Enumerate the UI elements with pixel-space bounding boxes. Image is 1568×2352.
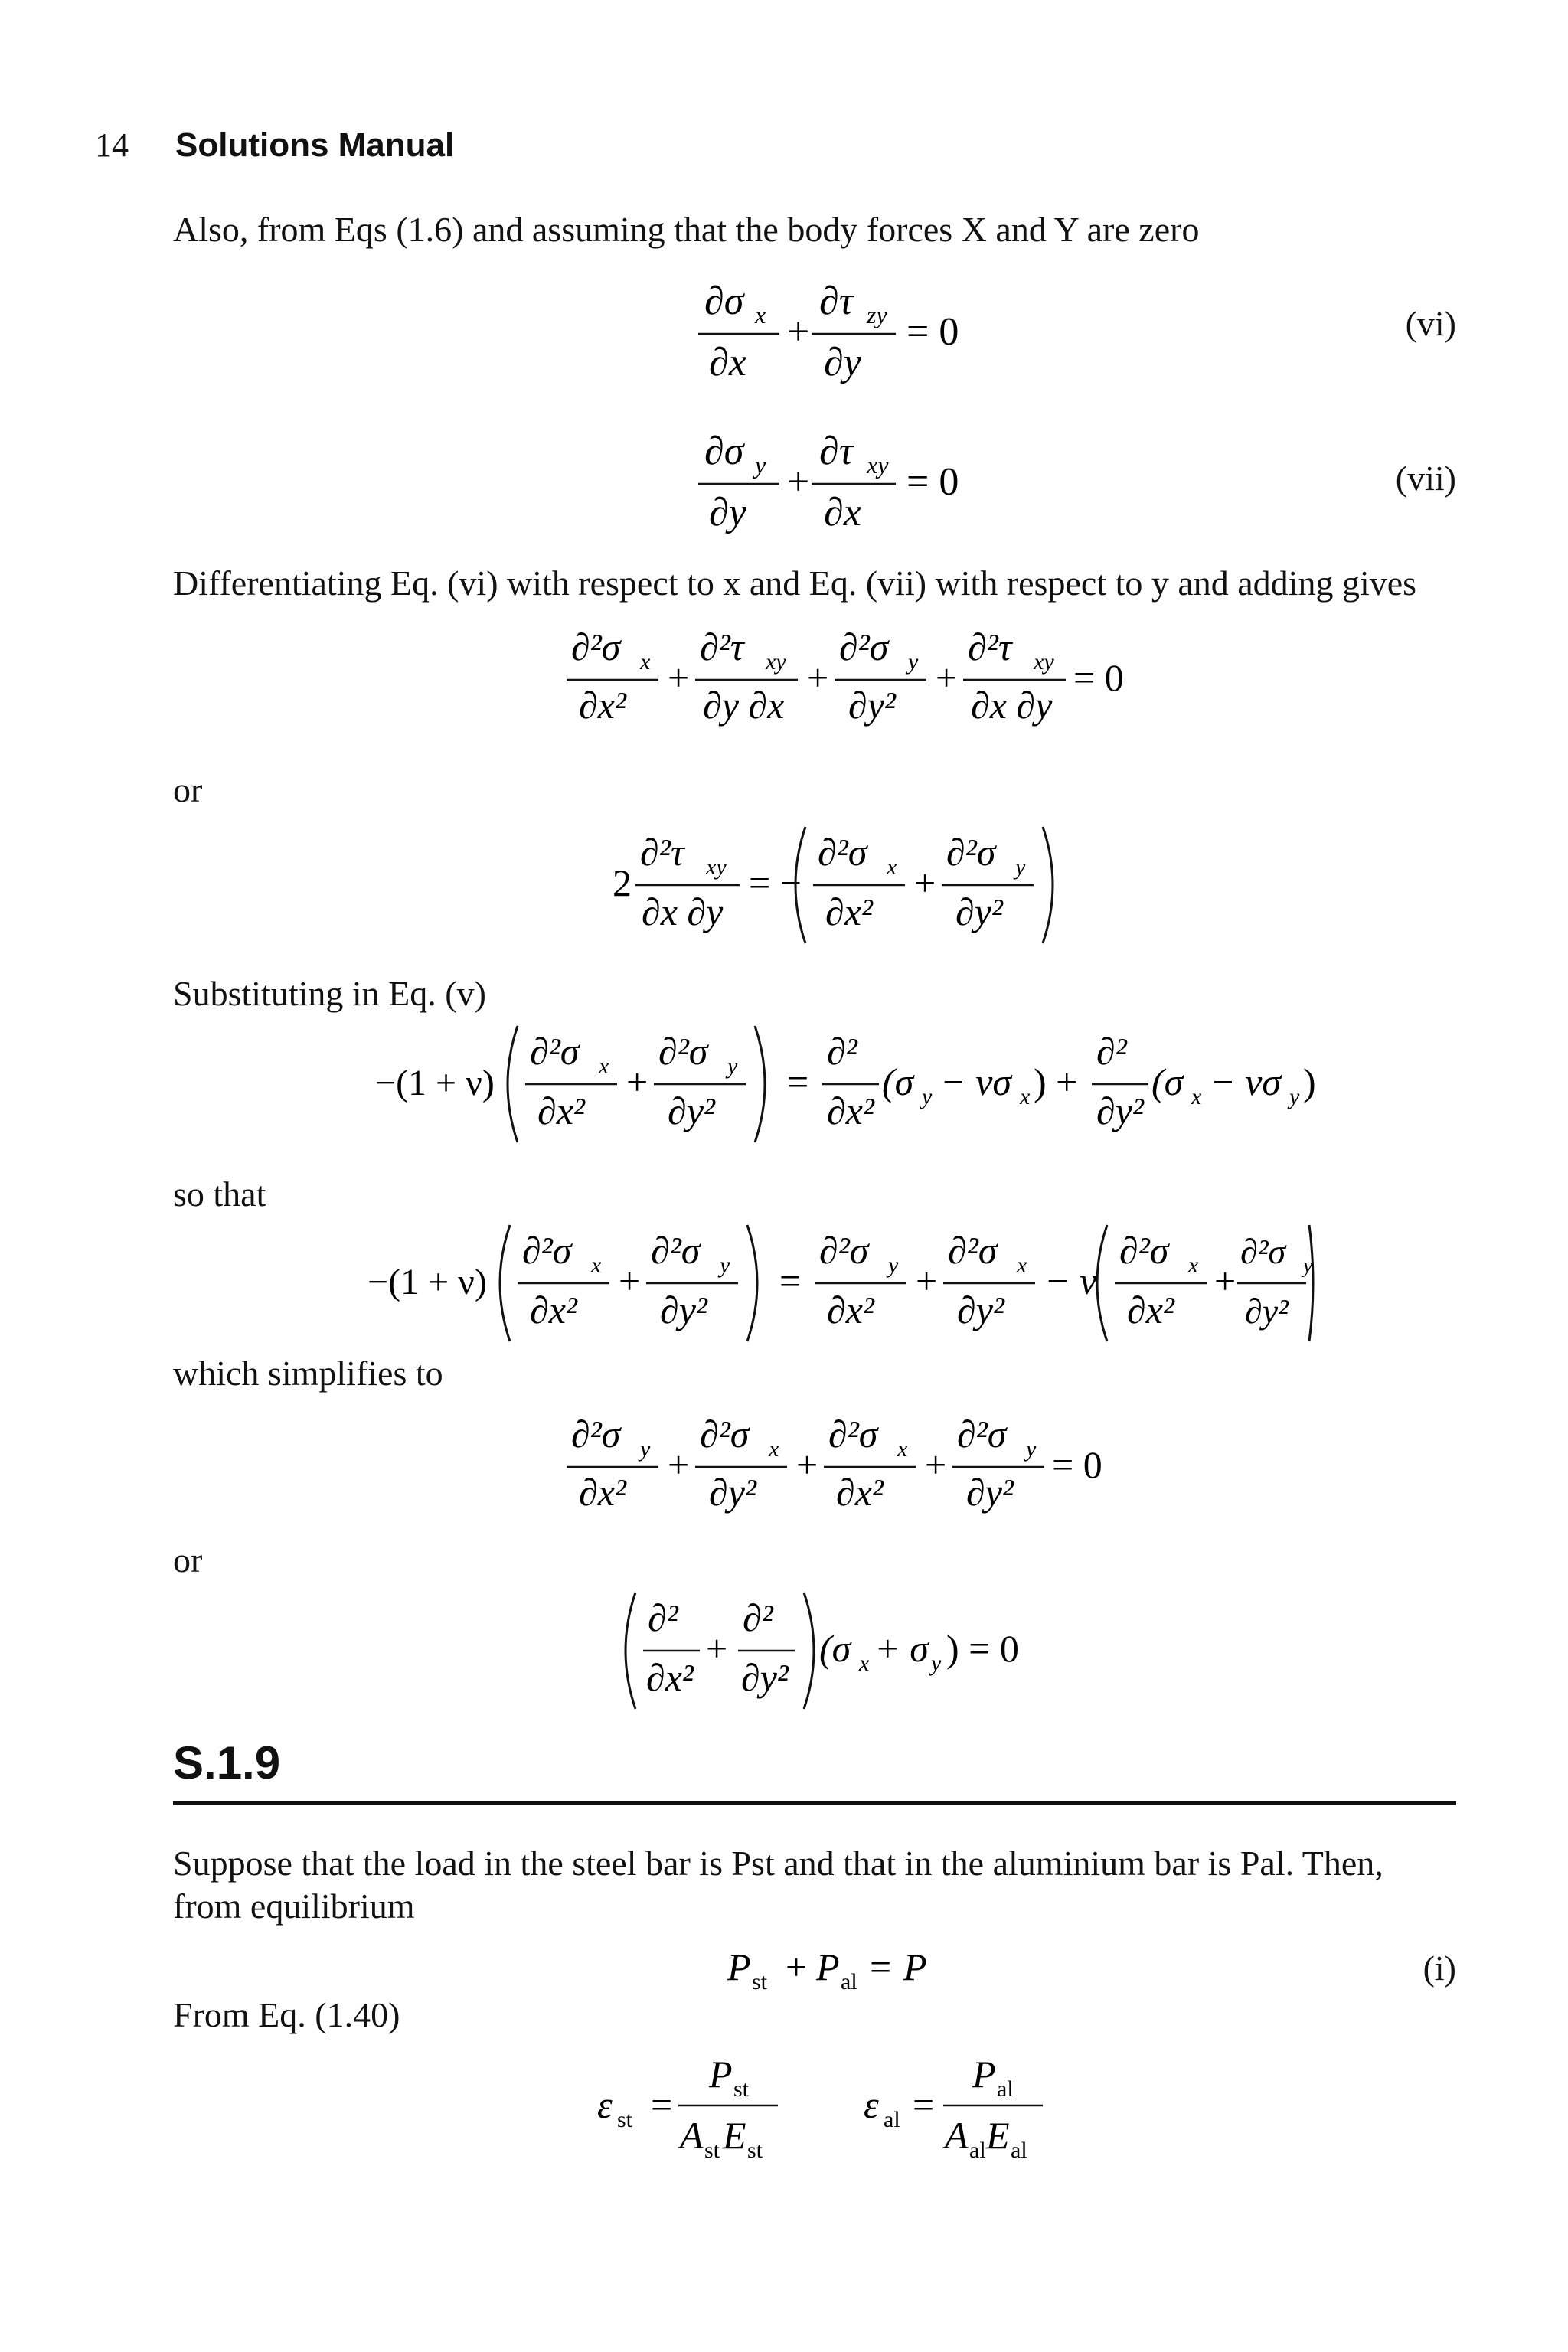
- svg-text:y: y: [1289, 1084, 1300, 1109]
- svg-text:P: P: [903, 1945, 927, 1988]
- svg-text:xy: xy: [766, 649, 786, 675]
- equation-vii-number: (vii): [1395, 459, 1456, 498]
- svg-text:= −: = −: [749, 861, 802, 904]
- svg-text:− νσ: − νσ: [940, 1060, 1012, 1103]
- svg-text:y: y: [755, 451, 766, 479]
- svg-text:∂x²: ∂x²: [827, 1089, 874, 1132]
- svg-text:+: +: [925, 1443, 947, 1486]
- svg-text:∂²σ: ∂²σ: [948, 1229, 998, 1272]
- svg-text:−(1 + ν): −(1 + ν): [375, 1063, 495, 1103]
- svg-text:P: P: [816, 1945, 840, 1988]
- svg-text:E: E: [723, 2114, 746, 2157]
- svg-text:+: +: [914, 861, 936, 904]
- equation-vi: [689, 276, 965, 390]
- svg-text:y: y: [922, 1084, 933, 1109]
- or-label-1: or: [173, 770, 203, 809]
- svg-text:+: +: [1214, 1259, 1236, 1302]
- svg-text:∂y²: ∂y²: [1245, 1292, 1289, 1331]
- svg-text:+ σ: + σ: [874, 1627, 929, 1670]
- svg-text:A: A: [945, 2114, 969, 2157]
- svg-text:x: x: [1188, 1253, 1199, 1278]
- svg-text:st: st: [704, 2138, 720, 2163]
- svg-text:x: x: [859, 1651, 870, 1676]
- svg-text:+: +: [668, 656, 690, 699]
- svg-text:ε: ε: [597, 2083, 612, 2126]
- svg-text:+: +: [796, 1443, 818, 1486]
- svg-text:y: y: [1303, 1254, 1313, 1278]
- svg-text:∂x: ∂x: [824, 491, 861, 534]
- svg-text:∂²σ: ∂²σ: [1240, 1232, 1286, 1271]
- svg-text:∂²τ: ∂²τ: [968, 626, 1012, 668]
- svg-text:∂²σ: ∂²σ: [818, 831, 867, 874]
- svg-text:xy: xy: [867, 451, 889, 479]
- svg-text:= 0: = 0: [906, 460, 959, 504]
- svg-text:x: x: [599, 1054, 609, 1079]
- svg-text:al: al: [969, 2138, 986, 2163]
- svg-text:−(1 + ν): −(1 + ν): [368, 1262, 487, 1302]
- from-eq-label: From Eq. (1.40): [173, 1995, 400, 2034]
- svg-text:=: =: [870, 1945, 892, 1988]
- svg-text:+: +: [786, 1945, 808, 1988]
- svg-text:al: al: [841, 1969, 858, 1994]
- svg-text:∂y²: ∂y²: [1096, 1089, 1144, 1132]
- svg-text:∂²σ: ∂²σ: [571, 626, 621, 668]
- equation-so-that: [360, 1210, 1317, 1348]
- svg-text:y: y: [727, 1054, 738, 1079]
- page-number: 14: [95, 126, 129, 164]
- svg-text:∂²σ: ∂²σ: [571, 1413, 621, 1455]
- svg-text:∂τ: ∂τ: [819, 430, 854, 473]
- svg-text:∂y²: ∂y²: [660, 1289, 707, 1331]
- svg-text:∂²σ: ∂²σ: [957, 1413, 1007, 1455]
- svg-text:st: st: [747, 2138, 763, 2163]
- svg-text:y: y: [931, 1651, 942, 1676]
- svg-text:∂²τ: ∂²τ: [640, 831, 684, 874]
- svg-text:y: y: [1026, 1436, 1037, 1462]
- svg-text:x: x: [640, 649, 651, 675]
- svg-text:(σ: (σ: [819, 1627, 851, 1670]
- svg-text:= 0: = 0: [906, 310, 959, 354]
- svg-text:) +: ) +: [1034, 1060, 1078, 1103]
- svg-text:∂²σ: ∂²σ: [1119, 1229, 1169, 1272]
- svg-text:=: =: [779, 1259, 802, 1302]
- equation-equilibrium: [720, 1937, 965, 1998]
- svg-text:∂y²: ∂y²: [668, 1089, 715, 1132]
- substituting-label: Substituting in Eq. (v): [173, 974, 486, 1013]
- section-rule: [173, 1801, 1456, 1805]
- svg-text:x: x: [1020, 1084, 1031, 1109]
- svg-text:∂²σ: ∂²σ: [530, 1030, 580, 1073]
- svg-text:y: y: [720, 1253, 730, 1278]
- svg-text:∂y²: ∂y²: [741, 1656, 789, 1699]
- svg-text:=: =: [651, 2083, 673, 2126]
- equation-vi-number: (vi): [1405, 304, 1456, 343]
- svg-text:− ν: − ν: [1044, 1259, 1097, 1302]
- svg-text:+: +: [936, 656, 958, 699]
- svg-text:y: y: [640, 1436, 651, 1462]
- svg-text:∂²: ∂²: [827, 1030, 858, 1073]
- svg-text:∂τ: ∂τ: [819, 279, 854, 323]
- svg-text:al: al: [884, 2107, 900, 2132]
- svg-text:∂²σ: ∂²σ: [700, 1413, 750, 1455]
- svg-text:st: st: [617, 2107, 633, 2132]
- svg-text:): ): [1303, 1060, 1316, 1103]
- svg-text:P: P: [972, 2053, 996, 2096]
- svg-text:x: x: [755, 301, 766, 328]
- svg-text:∂²σ: ∂²σ: [522, 1229, 572, 1272]
- svg-text:∂²σ: ∂²σ: [651, 1229, 701, 1272]
- svg-text:∂x²: ∂x²: [537, 1089, 585, 1132]
- svg-text:∂y²: ∂y²: [957, 1289, 1004, 1331]
- svg-text:∂²: ∂²: [1096, 1030, 1127, 1073]
- svg-text:y: y: [908, 649, 919, 675]
- differentiating-paragraph: Differentiating Eq. (vi) with respect to x and Eq. (vii) with respect to y and adding gives: [173, 564, 1417, 603]
- svg-text:∂²σ: ∂²σ: [839, 626, 889, 668]
- equation-sum-second-derivatives: [559, 619, 1124, 733]
- svg-text:(σ: (σ: [1152, 1060, 1184, 1103]
- svg-text:=: =: [913, 2083, 935, 2126]
- svg-text:P: P: [727, 1945, 751, 1988]
- or-label-2: or: [173, 1540, 203, 1579]
- svg-text:P: P: [709, 2053, 733, 2096]
- svg-text:al: al: [997, 2076, 1014, 2102]
- svg-text:∂²: ∂²: [743, 1596, 773, 1639]
- svg-text:=: =: [787, 1060, 809, 1103]
- svg-text:∂x ∂y: ∂x ∂y: [642, 890, 724, 933]
- equation-2tau: [605, 812, 1064, 949]
- svg-text:∂x ∂y: ∂x ∂y: [971, 684, 1053, 727]
- svg-text:xy: xy: [706, 854, 727, 880]
- svg-text:x: x: [1017, 1253, 1027, 1278]
- svg-text:xy: xy: [1034, 649, 1054, 675]
- svg-text:A: A: [680, 2114, 704, 2157]
- svg-text:al: al: [1011, 2138, 1027, 2163]
- svg-text:+: +: [787, 310, 810, 354]
- svg-text:x: x: [1191, 1084, 1202, 1109]
- svg-text:E: E: [986, 2114, 1010, 2157]
- svg-text:+: +: [626, 1060, 648, 1103]
- svg-text:∂x²: ∂x²: [579, 1471, 626, 1514]
- svg-text:∂x²: ∂x²: [836, 1471, 884, 1514]
- svg-text:+: +: [787, 460, 810, 504]
- svg-text:x: x: [591, 1253, 602, 1278]
- running-title: Solutions Manual: [175, 126, 455, 164]
- svg-text:∂σ: ∂σ: [704, 430, 744, 473]
- svg-text:(σ: (σ: [882, 1060, 914, 1103]
- so-that-label: so that: [173, 1174, 266, 1214]
- svg-text:− νσ: − νσ: [1210, 1060, 1282, 1103]
- section-paragraph-line1: Suppose that the load in the steel bar is Pst and that in the aluminium bar is Pal. Then,: [173, 1844, 1383, 1883]
- svg-text:∂x²: ∂x²: [646, 1656, 694, 1699]
- svg-text:+: +: [668, 1443, 690, 1486]
- svg-text:∂²σ: ∂²σ: [946, 831, 996, 874]
- svg-text:+: +: [807, 656, 829, 699]
- svg-text:∂x: ∂x: [709, 341, 746, 384]
- svg-text:y: y: [888, 1253, 899, 1278]
- section-heading: S.1.9: [173, 1737, 281, 1788]
- svg-text:x: x: [897, 1436, 908, 1462]
- svg-text:zy: zy: [867, 301, 887, 328]
- equation-substituted: [368, 1011, 1317, 1148]
- svg-text:∂²σ: ∂²σ: [828, 1413, 878, 1455]
- svg-text:∂x²: ∂x²: [530, 1289, 577, 1331]
- svg-text:∂²σ: ∂²σ: [658, 1030, 708, 1073]
- intro-paragraph: Also, from Eqs (1.6) and assuming that the body forces X and Y are zero: [173, 210, 1200, 249]
- svg-text:∂y²: ∂y²: [709, 1471, 756, 1514]
- svg-text:∂x²: ∂x²: [825, 890, 873, 933]
- equation-vii: [689, 426, 965, 541]
- svg-text:∂y: ∂y: [824, 341, 861, 384]
- svg-text:∂x²: ∂x²: [579, 684, 626, 727]
- svg-text:= 0: = 0: [1052, 1443, 1102, 1486]
- svg-text:∂x²: ∂x²: [1127, 1289, 1174, 1331]
- svg-text:∂y²: ∂y²: [966, 1471, 1014, 1514]
- svg-text:∂²τ: ∂²τ: [700, 626, 744, 668]
- svg-text:= 0: = 0: [1073, 656, 1124, 699]
- svg-text:x: x: [887, 854, 897, 880]
- svg-text:∂²: ∂²: [648, 1596, 678, 1639]
- svg-text:∂y: ∂y: [709, 491, 746, 534]
- equation-simplified: [559, 1406, 1102, 1521]
- svg-text:ε: ε: [864, 2083, 879, 2126]
- svg-text:st: st: [752, 1969, 768, 1994]
- equation-laplacian: [612, 1577, 1041, 1715]
- svg-text:) = 0: ) = 0: [946, 1627, 1019, 1670]
- equation-i-number: (i): [1423, 1949, 1456, 1988]
- svg-text:y: y: [1015, 854, 1026, 880]
- svg-text:+: +: [619, 1259, 641, 1302]
- svg-text:2: 2: [612, 861, 632, 904]
- svg-text:∂y²: ∂y²: [848, 684, 896, 727]
- svg-text:∂y ∂x: ∂y ∂x: [703, 684, 785, 727]
- svg-text:∂y²: ∂y²: [956, 890, 1003, 933]
- svg-text:+: +: [916, 1259, 938, 1302]
- svg-text:∂²σ: ∂²σ: [819, 1229, 869, 1272]
- svg-text:x: x: [769, 1436, 779, 1462]
- running-header: [95, 126, 454, 165]
- equation-strains: [590, 2044, 1080, 2167]
- svg-text:∂x²: ∂x²: [827, 1289, 874, 1331]
- svg-text:∂σ: ∂σ: [704, 279, 744, 323]
- svg-text:st: st: [733, 2076, 750, 2102]
- section-paragraph-line2: from equilibrium: [173, 1886, 415, 1926]
- simplifies-label: which simplifies to: [173, 1354, 443, 1393]
- svg-text:+: +: [706, 1627, 728, 1670]
